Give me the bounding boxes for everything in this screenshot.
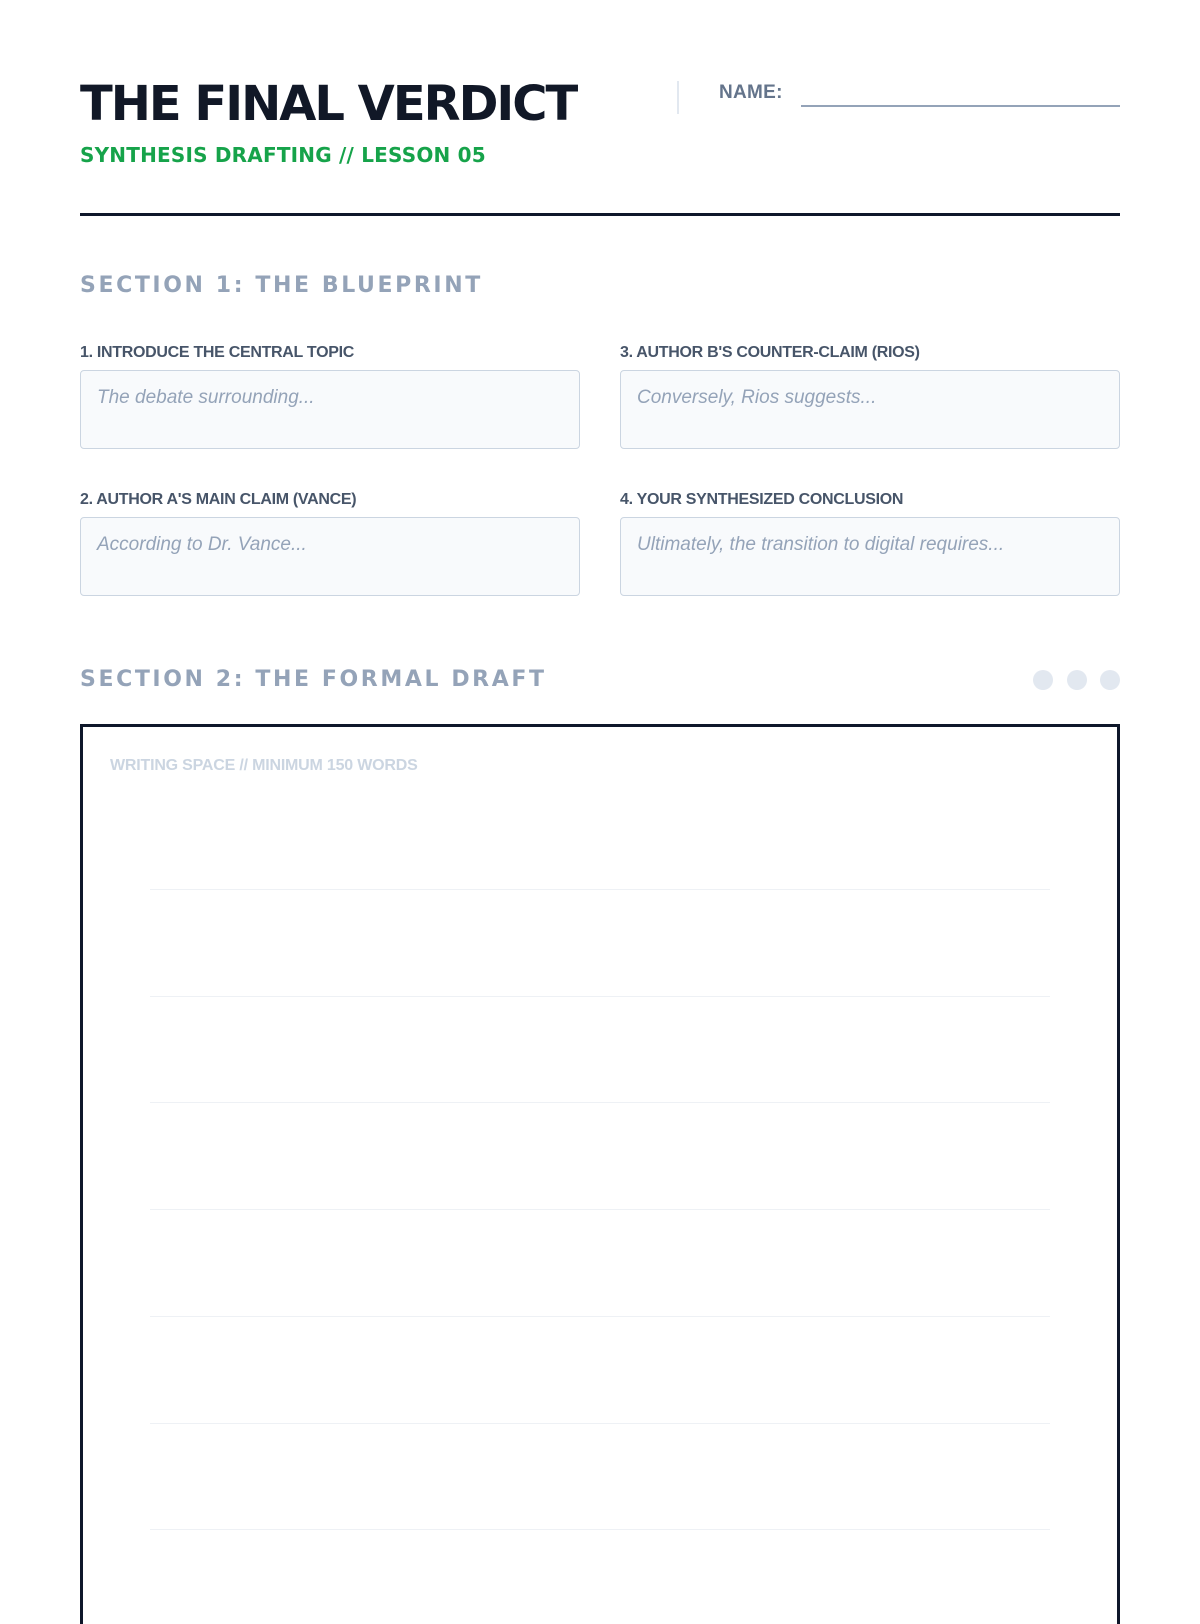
page-subtitle: SYNTHESIS DRAFTING // LESSON 05 bbox=[80, 143, 486, 167]
ruled-line bbox=[150, 1102, 1050, 1103]
ruled-line bbox=[150, 996, 1050, 997]
ruled-line bbox=[150, 1529, 1050, 1530]
field-label: 2. AUTHOR A'S MAIN CLAIM (VANCE) bbox=[80, 491, 357, 508]
author-b-counter-claim-input[interactable] bbox=[620, 370, 1120, 449]
dot-icon bbox=[1033, 670, 1053, 690]
field-placeholder: The debate surrounding... bbox=[97, 387, 315, 408]
name-field-group bbox=[677, 81, 1120, 115]
ruled-line bbox=[150, 1209, 1050, 1210]
ruled-line bbox=[150, 1423, 1050, 1424]
name-input-line[interactable] bbox=[801, 105, 1120, 107]
page-title: THE FINAL VERDICT bbox=[80, 76, 577, 132]
field-placeholder: According to Dr. Vance... bbox=[97, 534, 307, 555]
section-2-title: SECTION 2: THE FORMAL DRAFT bbox=[80, 667, 547, 692]
central-topic-input[interactable] bbox=[80, 370, 580, 449]
dot-icon bbox=[1067, 670, 1087, 690]
writing-space[interactable] bbox=[80, 724, 1120, 1624]
field-label: 4. YOUR SYNTHESIZED CONCLUSION bbox=[620, 491, 904, 508]
ruled-line bbox=[150, 889, 1050, 890]
section-1-title: SECTION 1: THE BLUEPRINT bbox=[80, 273, 483, 298]
synthesized-conclusion-input[interactable] bbox=[620, 517, 1120, 596]
field-label: 3. AUTHOR B'S COUNTER-CLAIM (RIOS) bbox=[620, 344, 920, 361]
author-a-main-claim-input[interactable] bbox=[80, 517, 580, 596]
field-placeholder: Ultimately, the transition to digital requires... bbox=[637, 534, 1005, 555]
field-label: 1. INTRODUCE THE CENTRAL TOPIC bbox=[80, 344, 354, 361]
field-placeholder: Conversely, Rios suggests... bbox=[637, 387, 877, 408]
decorative-dots bbox=[1033, 670, 1120, 692]
worksheet-page bbox=[80, 0, 1120, 1600]
worksheet-header bbox=[80, 0, 1120, 216]
name-label: NAME: bbox=[719, 82, 783, 103]
writing-space-label: WRITING SPACE // MINIMUM 150 WORDS bbox=[110, 757, 418, 774]
dot-icon bbox=[1100, 670, 1120, 690]
ruled-line bbox=[150, 1316, 1050, 1317]
name-divider bbox=[677, 81, 679, 114]
